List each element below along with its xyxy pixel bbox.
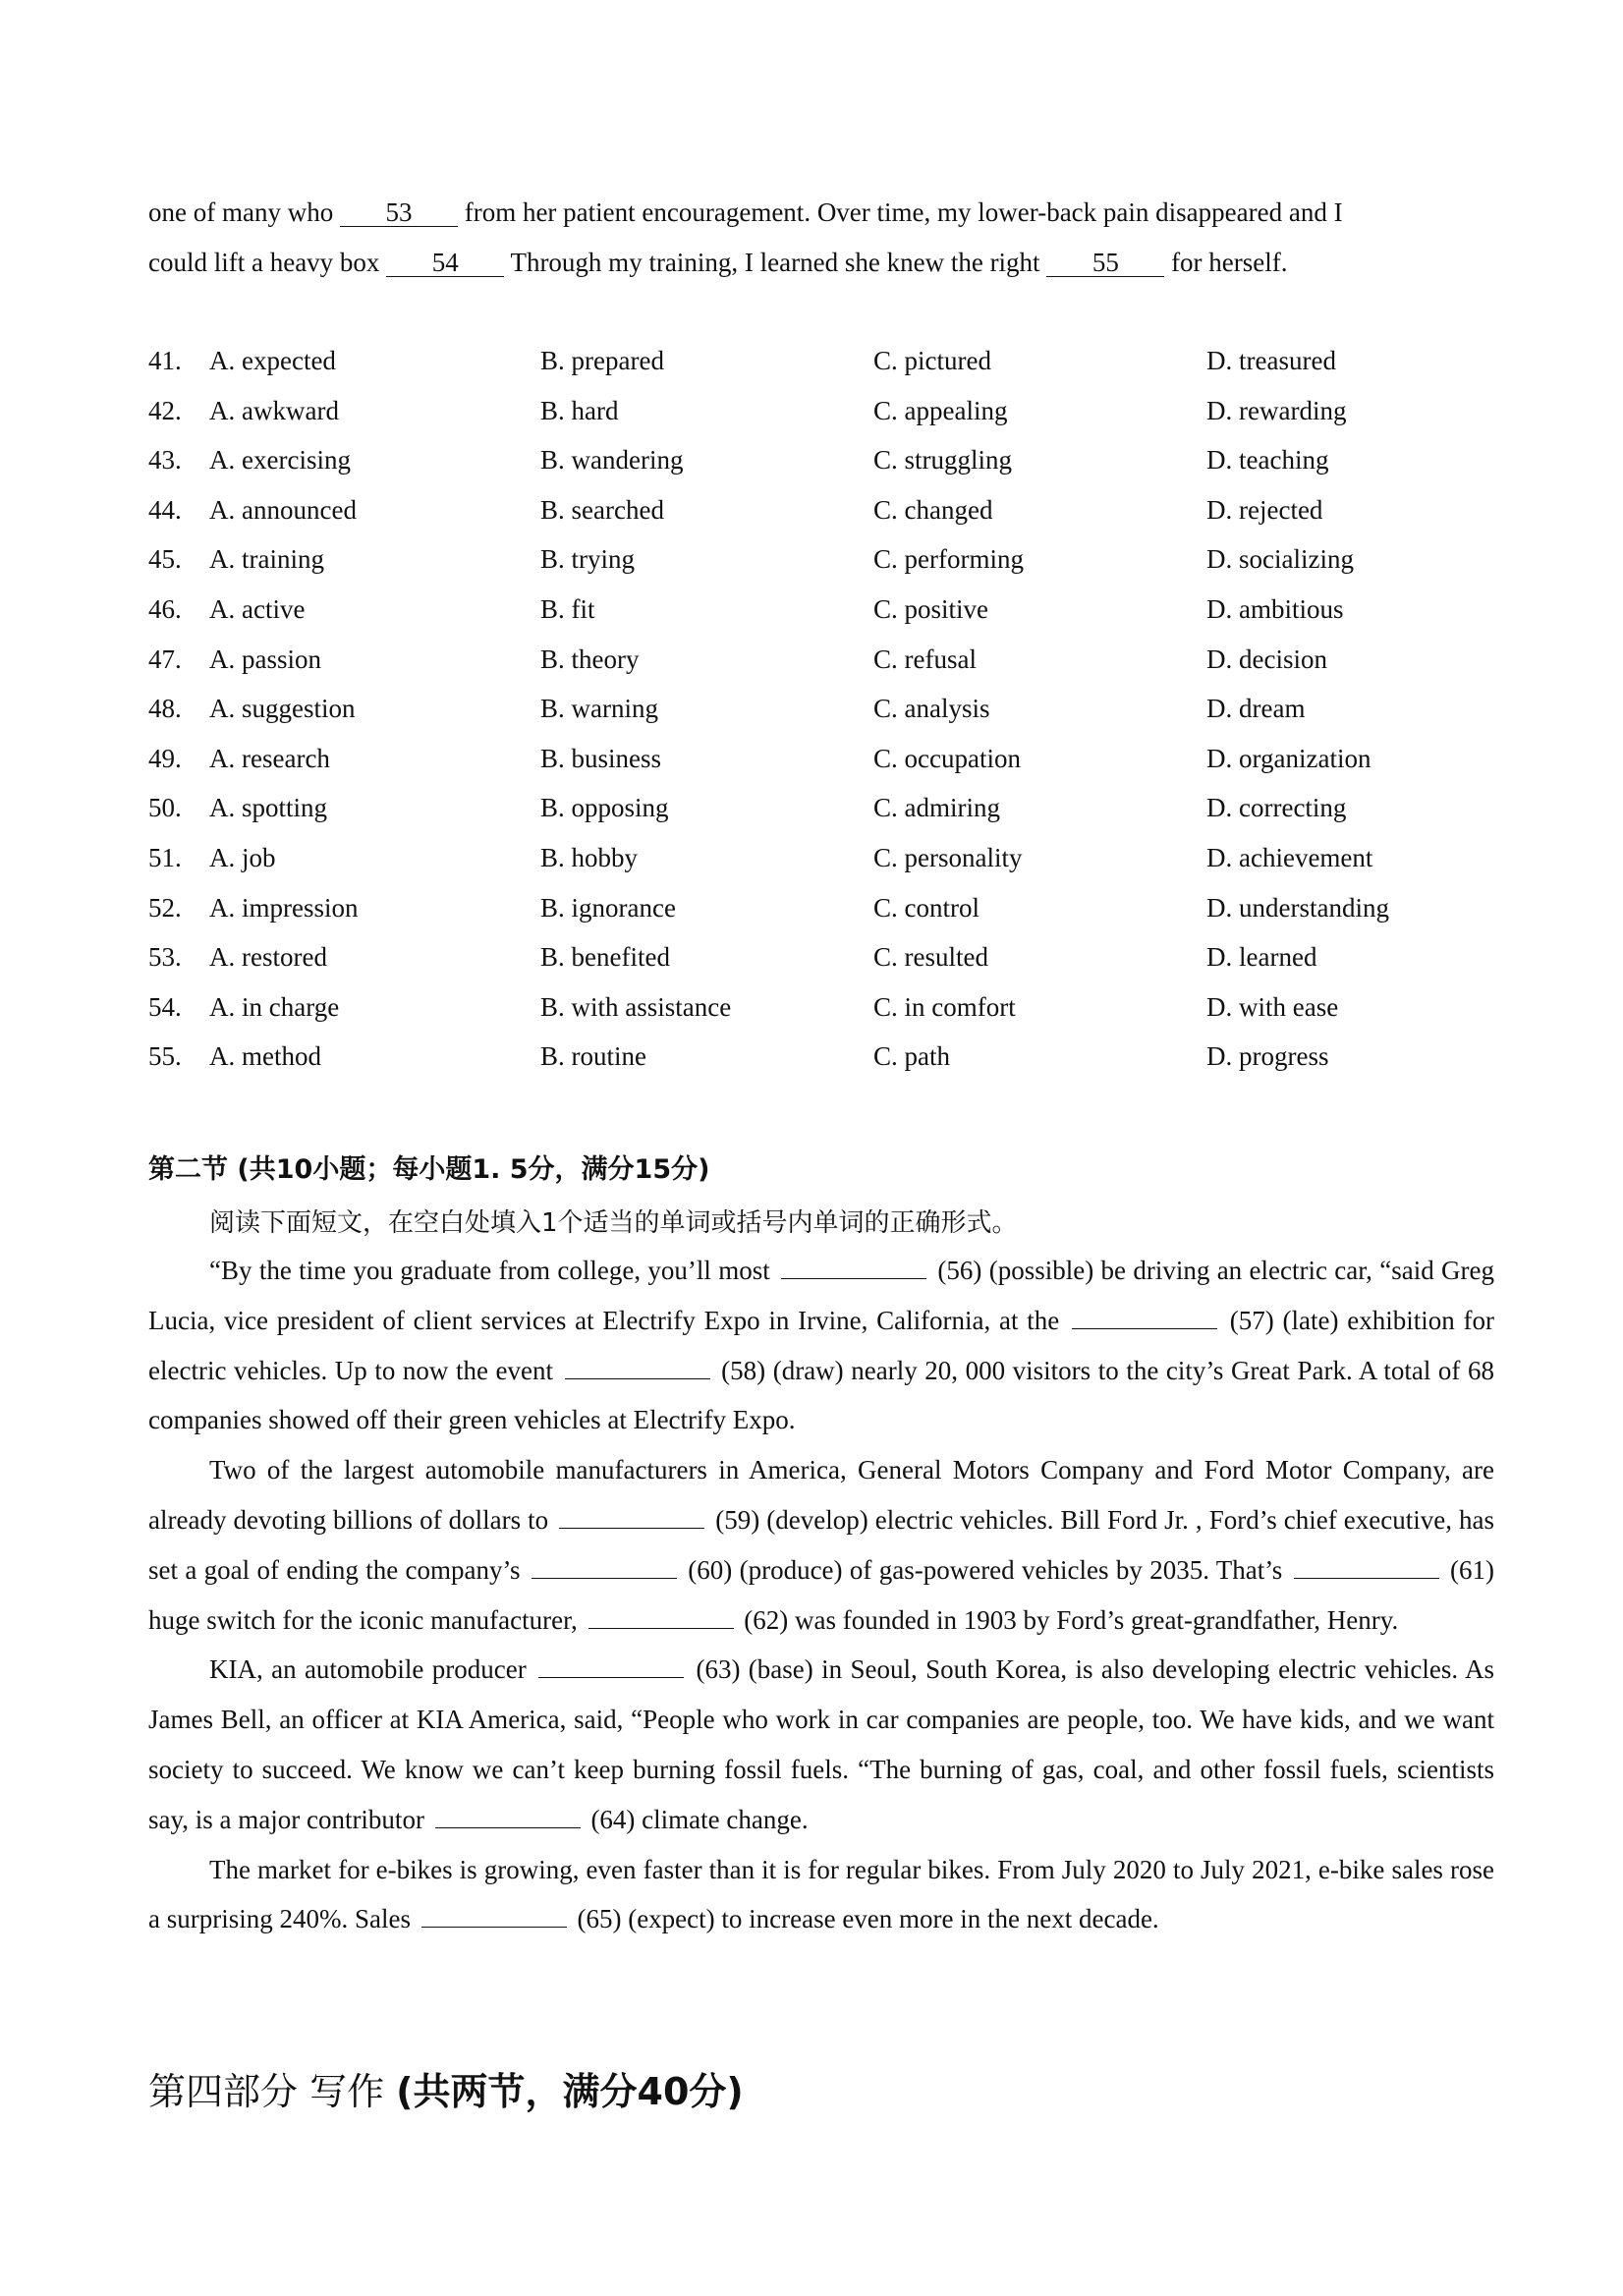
option-d: D. rewarding xyxy=(1206,395,1347,425)
question-number: 43. xyxy=(148,445,182,476)
part-4-title xyxy=(148,2061,744,2115)
question-number: 49. xyxy=(148,743,182,773)
text-segment: one of many who xyxy=(148,197,340,227)
option-a: A. method xyxy=(209,1041,321,1072)
section-2-title: 第二节 (共10小题；每小题1. 5分，满分15分) xyxy=(148,1154,710,1185)
option-c: C. admiring xyxy=(873,793,1000,823)
option-c: C. struggling xyxy=(873,445,1013,476)
blank-65 xyxy=(421,1905,567,1928)
blank-62 xyxy=(588,1606,734,1629)
passage-paragraph-1: “By the time you graduate from college, you’ll most (56) (possible) be driving an electric car, “said Greg Lucia, vice president of client services at Electrify Expo in Irvine, California, at the (57) (late) exhibition for electric vehicles. Up to now the event (58) (draw) nearly 20, 000 visitors to the city’s Great Park. A total of 68 companies showed off their green vehicles at Electrify Expo. xyxy=(148,1256,1495,1435)
option-c: C. path xyxy=(873,1041,950,1072)
option-row xyxy=(148,744,1494,783)
question-number: 52. xyxy=(148,892,182,923)
option-d: D. understanding xyxy=(1206,892,1389,923)
question-number: 53. xyxy=(148,942,182,973)
option-b: B. fit xyxy=(540,594,595,624)
option-a: A. active xyxy=(209,594,306,624)
passage-paragraph-3: KIA, an automobile producer (63) (base) in Seoul, South Korea, is also developing electric vehicles. As James Bell, an officer at KIA America, said, “People who work in car companies are people, too. We have kids, and we want society to succeed. We know we can’t keep burning fossil fuels. “The burning of gas, coal, and other fossil fuels, scientists say, is a major contributor (64) climate change. xyxy=(148,1654,1494,1834)
option-c: C. occupation xyxy=(873,743,1021,773)
part-4-title-main: 第四部分 写作 xyxy=(148,2070,397,2113)
question-number: 46. xyxy=(148,594,182,624)
option-d: D. teaching xyxy=(1206,445,1329,476)
option-a: A. impression xyxy=(209,892,359,923)
option-c: C. pictured xyxy=(873,346,991,375)
option-row xyxy=(148,346,1494,385)
blank-58 xyxy=(565,1357,710,1379)
question-number: 42. xyxy=(148,395,182,425)
option-c: C. refusal xyxy=(873,644,977,674)
option-a: A. job xyxy=(209,843,276,872)
passage xyxy=(148,1246,1494,1944)
option-b: B. benefited xyxy=(540,942,670,973)
blank-53: 53 xyxy=(340,198,458,227)
question-number: 45. xyxy=(148,544,182,575)
option-row xyxy=(148,396,1494,435)
blank-57 xyxy=(1072,1307,1217,1329)
option-d: D. organization xyxy=(1206,743,1371,773)
passage-paragraph-2: Two of the largest automobile manufacturers in America, General Motors Company and Ford Motor Company, are already devoting billions of dollars to (59) (develop) electric vehicles. Bill Ford Jr. , Ford’s chief executive, has set a goal of ending the company’s (60) (produce) of gas-powered vehicles by 2035. That’s (61) huge switch for the iconic manufacturer, (62) was founded in 1903 by Ford’s great-grandfather, Henry. xyxy=(148,1455,1494,1635)
option-a: A. passion xyxy=(209,644,321,674)
option-row xyxy=(148,942,1494,981)
option-row xyxy=(148,843,1494,882)
text-segment: Through my training, I learned she knew the right xyxy=(510,248,1047,277)
blank-54: 54 xyxy=(386,249,504,277)
option-d: D. learned xyxy=(1206,942,1317,973)
option-row xyxy=(148,544,1494,584)
cloze-line-2 xyxy=(148,248,1494,278)
question-number: 55. xyxy=(148,1041,182,1072)
option-c: C. changed xyxy=(873,494,993,525)
section-2-instruction: 阅读下面短文，在空白处填入1个适当的单词或括号内单词的正确形式。 xyxy=(209,1208,1018,1238)
option-a: A. restored xyxy=(209,942,327,973)
option-b: B. opposing xyxy=(540,793,669,823)
option-row xyxy=(148,893,1494,932)
option-b: B. prepared xyxy=(540,346,664,375)
option-a: A. in charge xyxy=(209,991,340,1022)
part-4-title-sub: (共两节，满分40分) xyxy=(396,2070,744,2113)
option-c: C. appealing xyxy=(873,395,1008,425)
option-d: D. progress xyxy=(1206,1041,1329,1072)
option-row xyxy=(148,694,1494,733)
option-d: D. treasured xyxy=(1206,346,1336,375)
option-d: D. correcting xyxy=(1206,793,1347,823)
question-number: 47. xyxy=(148,644,182,674)
option-c: C. analysis xyxy=(873,694,990,724)
question-number: 50. xyxy=(148,793,182,823)
option-d: D. dream xyxy=(1206,694,1306,724)
blank-55: 55 xyxy=(1046,249,1164,277)
option-b: B. routine xyxy=(540,1041,646,1072)
option-b: B. theory xyxy=(540,644,640,674)
question-number: 41. xyxy=(148,346,182,375)
option-b: B. wandering xyxy=(540,445,684,476)
option-c: C. performing xyxy=(873,544,1024,575)
option-c: C. control xyxy=(873,892,979,923)
option-a: A. training xyxy=(209,544,324,575)
option-row xyxy=(148,992,1494,1032)
option-row xyxy=(148,793,1494,832)
blank-56 xyxy=(781,1257,926,1279)
option-a: A. awkward xyxy=(209,395,339,425)
blank-59 xyxy=(559,1506,704,1529)
cloze-line-1 xyxy=(148,197,1494,228)
option-c: C. personality xyxy=(873,843,1023,872)
blank-61 xyxy=(1294,1556,1439,1579)
option-a: A. exercising xyxy=(209,445,351,476)
option-b: B. trying xyxy=(540,544,636,575)
option-c: C. in comfort xyxy=(873,991,1016,1022)
option-a: A. suggestion xyxy=(209,694,356,724)
text-segment: could lift a heavy box xyxy=(148,248,387,277)
option-row xyxy=(148,495,1494,534)
option-b: B. hard xyxy=(540,395,619,425)
option-d: D. socializing xyxy=(1206,544,1354,575)
option-d: D. achievement xyxy=(1206,843,1373,872)
option-b: B. ignorance xyxy=(540,892,676,923)
option-a: A. spotting xyxy=(209,793,328,823)
question-number: 51. xyxy=(148,843,182,872)
option-d: D. ambitious xyxy=(1206,594,1344,624)
option-c: C. positive xyxy=(873,594,989,624)
option-row xyxy=(148,644,1494,684)
option-row xyxy=(148,445,1494,484)
option-b: B. warning xyxy=(540,694,658,724)
option-d: D. decision xyxy=(1206,644,1327,674)
option-b: B. with assistance xyxy=(540,991,732,1022)
option-a: A. research xyxy=(209,743,330,773)
blank-63 xyxy=(538,1655,684,1678)
option-b: B. business xyxy=(540,743,662,773)
passage-paragraph-4: The market for e-bikes is growing, even faster than it is for regular bikes. From July 2020 to July 2021, e-bike sales rose a surprising 240%. Sales (65) (expect) to increase even more in the next decade. xyxy=(148,1854,1494,1934)
option-row xyxy=(148,1041,1494,1081)
blank-64 xyxy=(435,1806,581,1828)
question-number: 48. xyxy=(148,694,182,724)
question-number: 44. xyxy=(148,494,182,525)
option-c: C. resulted xyxy=(873,942,988,973)
option-d: D. with ease xyxy=(1206,991,1339,1022)
option-a: A. announced xyxy=(209,494,357,525)
text-segment: for herself. xyxy=(1171,248,1288,277)
option-b: B. searched xyxy=(540,494,664,525)
option-row xyxy=(148,594,1494,634)
question-number: 54. xyxy=(148,991,182,1022)
option-b: B. hobby xyxy=(540,843,639,872)
option-d: D. rejected xyxy=(1206,494,1323,525)
text-segment: from her patient encouragement. Over time, my lower-back pain disappeared and I xyxy=(464,197,1343,227)
option-a: A. expected xyxy=(209,346,336,375)
blank-60 xyxy=(532,1556,677,1579)
